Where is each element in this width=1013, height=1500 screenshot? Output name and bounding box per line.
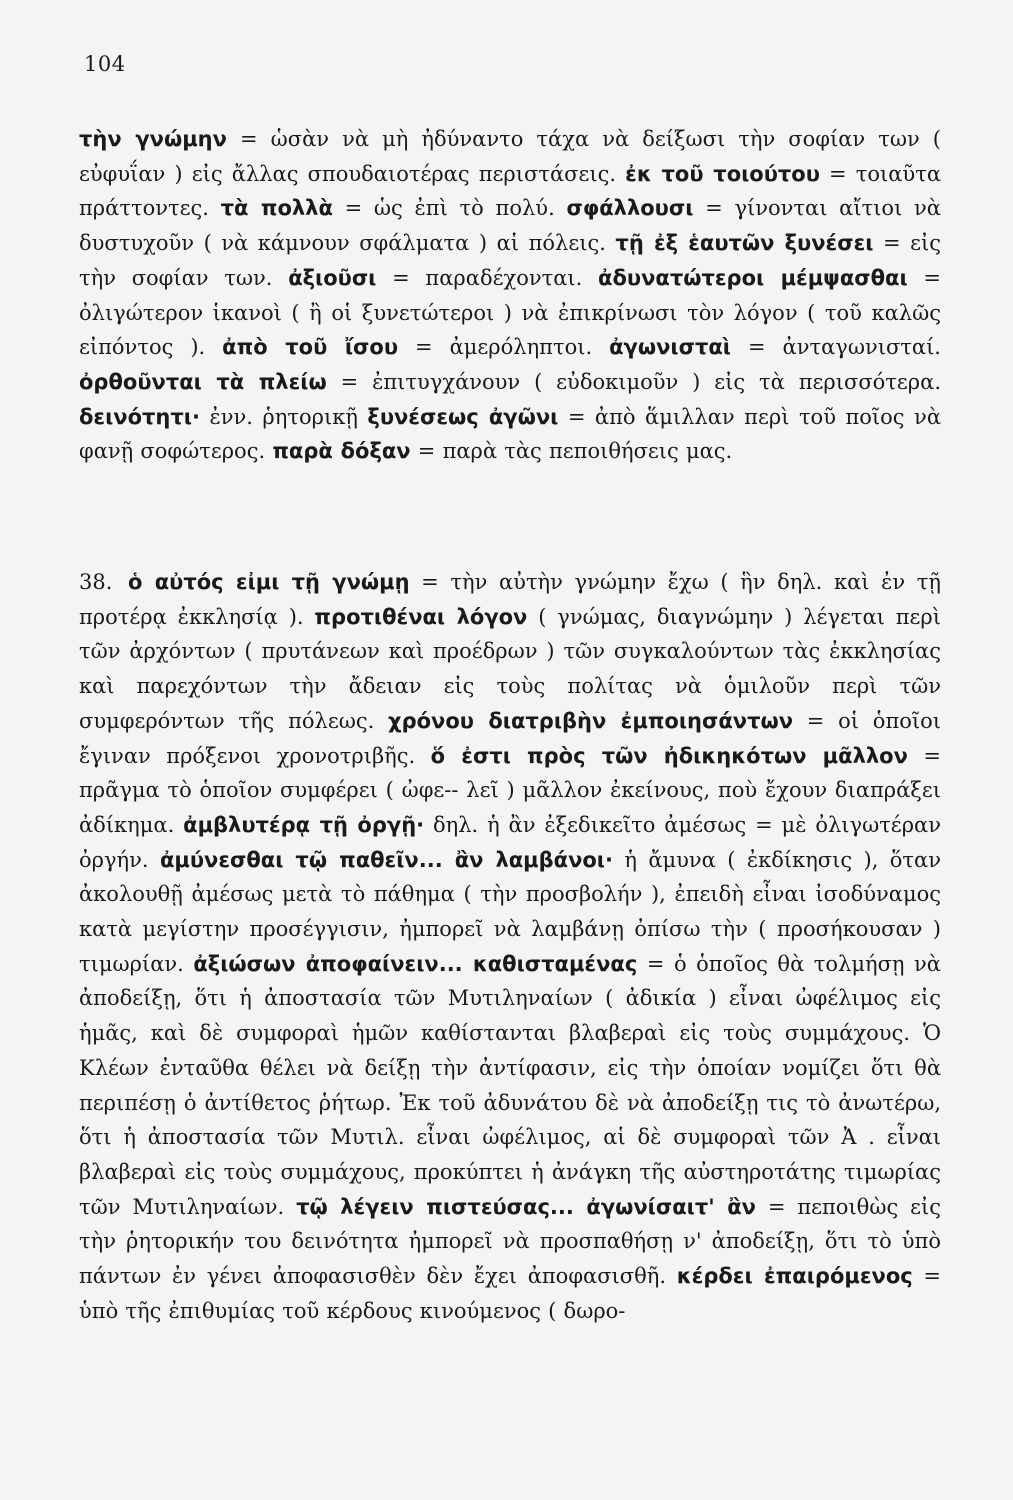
gloss-text: = παρὰ τὰς πεποιθήσεις μας. — [410, 439, 733, 464]
lemma-term: χρόνου διατριβὴν ἐμποιησάντων — [388, 708, 794, 733]
gloss-text: = πρᾶγμα τὸ ὁποῖον συμφέρει ( ὠφε-- λεῖ ) μᾶλλον ἐκείνους, ποὺ ἔχουν διαπράξει ἀδίκημα. — [79, 743, 942, 837]
gloss-text: = οἱ ὁποῖοι ἔγιναν πρόξενοι χρονοτριβῆς. — [79, 708, 941, 768]
commentary-paragraph-38 — [79, 565, 941, 1328]
gloss-text: = ὡς ἐπὶ τὸ πολύ. — [332, 196, 567, 221]
gloss-text: δηλ. ἡ ἂν ἐξεδικεῖτο ἀμέσως = μὲ ὀλιγωτέραν ὀργήν. — [79, 812, 941, 872]
lemma-term: ὁ αὐτός εἰμι τῇ γνώμῃ — [128, 570, 410, 594]
lemma-term: ἀξιώσων ἀποφαίνειν... καθισταμένας — [193, 951, 638, 976]
gloss-text: = τὴν αὐτὴν γνώμην ἔχω ( ἣν δηλ. καὶ ἐν τῇ προτέρᾳ ἐκκλησίᾳ ). — [79, 570, 942, 629]
gloss-text: = ὑπὸ τῆς ἐπιθυμίας τοῦ κέρδους κινούμενος ( δωρο- — [79, 1264, 942, 1323]
lemma-term: τὰ πολλὰ — [220, 196, 333, 221]
lemma-term: παρὰ δόξαν — [272, 439, 411, 464]
lemma-term: τῇ ἐξ ἑαυτῶν ξυνέσει — [615, 231, 874, 256]
page-number: 104 — [84, 52, 126, 76]
lemma-term: σφάλλουσι — [566, 196, 694, 221]
gloss-text: = ἀνταγωνισταί. — [730, 335, 941, 360]
gloss-text: = πεποιθὼς εἰς τὴν ῥητορικήν του δεινότητα ἠμπορεῖ νὰ προσπαθήσῃ ν' ἀποδείξῃ, ὅτι τὸ ὑπὸ πάντων ἐν γένει ἀποφασισθὲν δὲν ἔχει ἀποφασισθῆ. — [79, 1194, 941, 1289]
gloss-text: = ὀλιγώτερον ἱκανοὶ ( ἢ οἱ ξυνετώτεροι ) νὰ ἐπικρίνωσι τὸν λόγον ( τοῦ καλῶς εἰπόντος ). — [79, 265, 941, 360]
gloss-text: = ἐπιτυγχάνουν ( εὐδοκιμοῦν ) εἰς τὰ περισσότερα. — [326, 369, 942, 394]
lemma-term: ἀξιοῦσι — [288, 265, 377, 290]
lemma-term: κέρδει ἐπαιρόμενος — [676, 1264, 913, 1289]
gloss-text: = ὡσὰν νὰ μὴ ἠδύναντο τάχα νὰ δείξωσι τὴν σοφίαν των ( εὐφυΐαν ) εἰς ἄλλας σπουδαιοτέρας περιστάσεις. — [79, 127, 941, 186]
lemma-term: ἀμβλυτέρᾳ τῇ ὀργῇ· — [183, 812, 425, 837]
gloss-text: = γίνονται αἴτιοι νὰ δυστυχοῦν ( νὰ κάμνουν σφάλματα ) αἱ πόλεις. — [79, 196, 941, 256]
lemma-term: δεινότητι· — [79, 404, 200, 429]
lemma-term: ἀδυνατώτεροι μέμψασθαι — [598, 265, 908, 290]
lemma-term: ὀρθοῦνται τὰ πλείω — [79, 369, 327, 394]
lemma-term: ὅ ἐστι πρὸς τῶν ἠδικηκότων μᾶλλον — [430, 743, 908, 768]
gloss-text: = ὁ ὁποῖος θὰ τολμήσῃ νὰ ἀποδείξῃ, ὅτι ἡ ἀποστασία τῶν Μυτιληναίων ( ἀδικία ) εἶναι ὠφέλιμος εἰς ἡμᾶς, καὶ δὲ συμφοραὶ ἡμῶν καθίστανται βλαβεραὶ εἰς τοὺς συμμάχους. Ὁ Κλέων ἐνταῦθα θέλει νὰ δείξῃ τὴν ἀντίφασιν, εἰς τὴν ὁποίαν νομίζει ὅτι θὰ περιπέσῃ ὁ ἀντίθετος ῥήτωρ. Ἐκ τοῦ ἀδυνάτου δὲ νὰ ἀποδείξῃ τις τὸ ἀνωτέρω, ὅτι ἡ ἀποστασία τῶν Μυτιλ. εἶναι ὠφέλιμος, αἱ δὲ συμφοραὶ τῶν Ἀ . εἶναι βλαβεραὶ εἰς τοὺς συμμάχους, προκύπτει ἡ ἀνάγκη τῆς αὐστηροτάτης τιμωρίας τῶν Μυτιληναίων. — [79, 951, 941, 1219]
gloss-text: = εἰς τὴν σοφίαν των. — [79, 231, 941, 290]
lemma-term: ἀπὸ τοῦ ἴσου — [222, 335, 399, 360]
gloss-text: = ἀπὸ ἅμιλλαν περὶ τοῦ ποῖος νὰ φανῇ σοφώτερος. — [79, 404, 941, 464]
lemma-term: ἀγωνισταὶ — [609, 335, 731, 360]
lemma-term: ξυνέσεως ἀγῶνι — [367, 404, 559, 429]
gloss-text: = τοιαῦτα πράττοντες. — [79, 161, 941, 221]
lemma-term: τῷ λέγειν πιστεύσας... ἀγωνίσαιτ' ἂν — [296, 1194, 756, 1219]
gloss-text: = παραδέχονται. — [376, 265, 599, 290]
gloss-text: = ἀμερόληπτοι. — [398, 335, 610, 360]
paragraph-number: 38. — [79, 570, 113, 594]
lemma-term: ἐκ τοῦ τοιούτου — [625, 161, 820, 186]
gloss-text: ἡ ἄμυνα ( ἐκδίκησις ), ὅταν ἀκολουθῇ ἀμέσως μετὰ τὸ πάθημα ( τὴν προσβολήν ), ἐπειδὴ εἶναι ἰσοδύναμος κατὰ μεγίστην προσέγγισιν, ἠμπορεῖ νὰ λαμβάνῃ ὀπίσω τὴν ( προσήκουσαν ) τιμωρίαν. — [79, 847, 941, 976]
lemma-term: ἀμύνεσθαι τῷ παθεῖν... ἂν λαμβάνοι· — [159, 847, 613, 872]
lemma-term: τὴν γνώμην — [79, 127, 227, 151]
commentary-paragraph — [79, 122, 941, 469]
gloss-text: ἐνν. ῥητορικῇ — [199, 404, 368, 429]
lemma-term: προτιθέναι λόγον — [314, 604, 528, 629]
gloss-text: ( γνώμας, διαγνώμην ) λέγεται περὶ τῶν ἀρχόντων ( πρυτάνεων καὶ προέδρων ) τῶν συγκαλούντων τὰς ἐκκλησίας καὶ παρεχόντων τὴν ἄδειαν εἰς τοὺς πολίτας νὰ ὁμιλοῦν περὶ τῶν συμφερόντων τῆς πόλεως. — [79, 604, 941, 733]
